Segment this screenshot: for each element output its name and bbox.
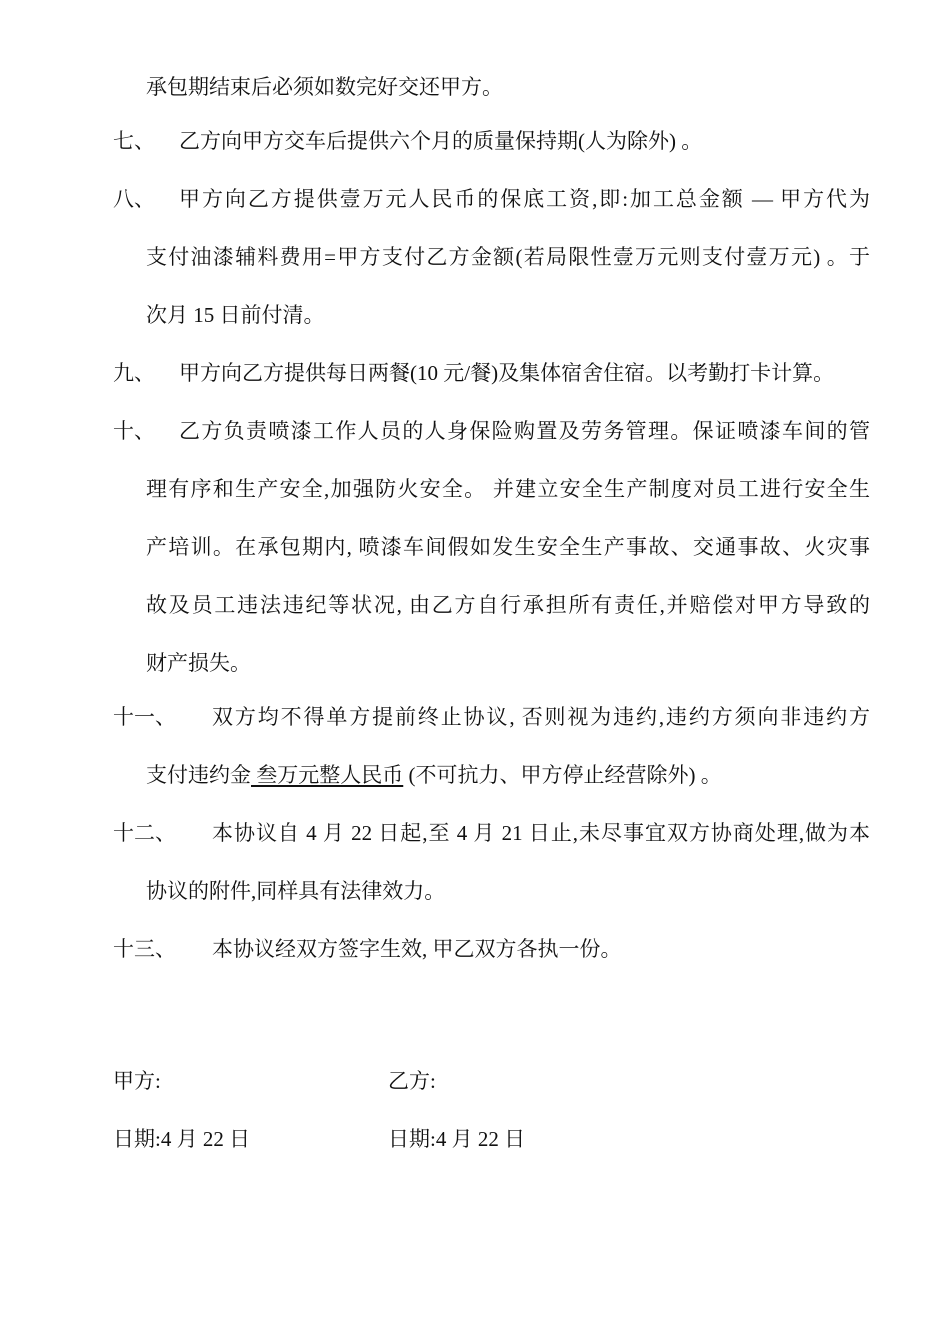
clause-8-number: 八、 [113,187,155,211]
clause-6-continuation: 承包期结束后必须如数完好交还甲方。 [146,75,503,99]
clause-7-text: 乙方向甲方交车后提供六个月的质量保持期(人为除外) 。 [179,129,703,153]
clause-9-text: 甲方向乙方提供每日两餐(10 元/餐)及集体宿舍住宿。以考勤打卡计算。 [179,361,835,385]
clause-7-number: 七、 [113,129,155,153]
clause-10-text-line-1: 乙方负责喷漆工作人员的人身保险购置及劳务管理。保证喷漆车间的管 [179,419,870,443]
clause-10-text-line-2: 理有序和生产安全,加强防火安全。 并建立安全生产制度对员工进行安全生 [146,477,870,501]
clause-10-text-line-3: 产培训。在承包期内, 喷漆车间假如发生安全生产事故、交通事故、火灾事 [146,535,870,559]
party-b-date: 日期:4 月 22 日 [388,1127,526,1151]
clause-13-number: 十三、 [113,937,176,961]
clause-8-text-line-1: 甲方向乙方提供壹万元人民币的保底工资,即:加工总金额 — 甲方代为 [179,187,870,211]
party-b-signature-label: 乙方: [388,1069,436,1093]
clause-12-number: 十二、 [113,821,176,845]
clause-11-text-line-1: 双方均不得单方提前终止协议, 否则视为违约,违约方须向非违约方 [212,705,870,729]
clause-10-text-line-4: 故及员工违法违纪等状况, 由乙方自行承担所有责任,并赔偿对甲方导致的 [146,593,870,617]
party-a-date: 日期:4 月 22 日 [113,1127,251,1151]
clause-9-number: 九、 [113,361,155,385]
clause-10-text-line-5: 财产损失。 [146,651,251,675]
clause-12-text-line-2: 协议的附件,同样具有法律效力。 [146,879,446,903]
clause-10-number: 十、 [113,419,155,443]
clause-11-number: 十一、 [113,705,176,729]
clause-11-penalty-amount: 叁万元整人民币 [251,763,404,787]
clause-11-text-line-2 [146,765,722,786]
clause-11-exception: (不可抗力、甲方停止经营除外) 。 [403,763,722,787]
clause-13-text: 本协议经双方签字生效, 甲乙双方各执一份。 [212,937,622,961]
clause-12-text-line-1: 本协议自 4 月 22 日起,至 4 月 21 日止,未尽事宜双方协商处理,做为本 [212,821,870,845]
clause-8-text-line-3: 次月 15 日前付清。 [146,303,325,327]
clause-11-penalty-label: 支付违约金 [146,763,251,787]
clause-8-text-line-2: 支付油漆辅料费用=甲方支付乙方金额(若局限性壹万元则支付壹万元) 。于 [146,245,870,269]
party-a-signature-label: 甲方: [113,1069,161,1093]
